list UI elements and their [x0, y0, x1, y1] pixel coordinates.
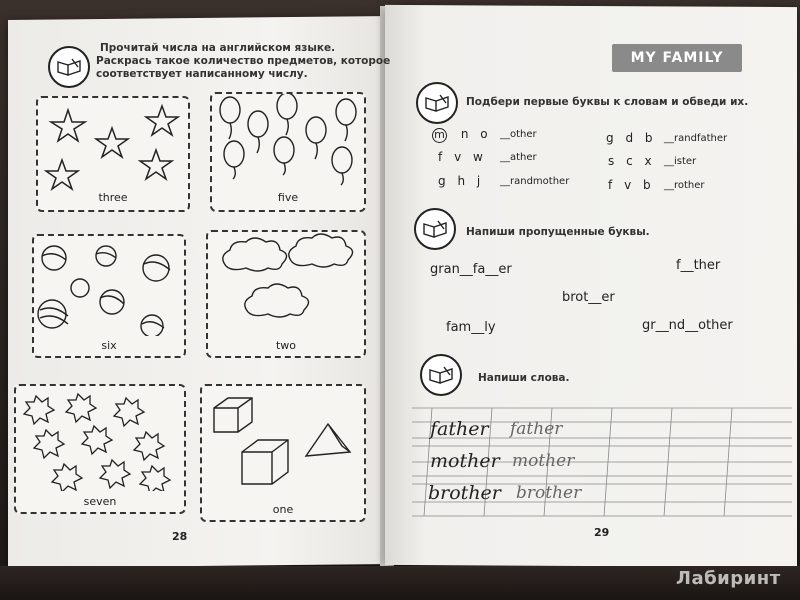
- letter-choices-row5: s c x: [608, 154, 652, 168]
- cloud-icon: [208, 232, 364, 337]
- page-number-right: 29: [594, 526, 610, 539]
- box-label-three: three: [98, 191, 128, 204]
- word-blank-row2: __ather: [500, 152, 537, 163]
- book-icon: [416, 82, 458, 124]
- picture-box-one: [200, 384, 366, 522]
- missing-letters-word5: gr__nd__other: [642, 318, 733, 333]
- missing-letters-word4: fam__ly: [446, 320, 496, 335]
- handwriting-sample-1: father: [430, 418, 489, 440]
- page-number-left: 28: [172, 530, 188, 543]
- left-instruction-1: Прочитай числа на английском языке.: [100, 42, 336, 54]
- task3-instruction: Напиши слова.: [478, 372, 570, 384]
- letter-choices-row1: m n o: [432, 127, 488, 143]
- word-blank-row1: __other: [500, 129, 537, 140]
- letter-choices-row2: f v w: [438, 150, 483, 164]
- missing-letters-word1: gran__fa__er: [430, 262, 512, 277]
- word-blank-row6: __rother: [664, 180, 705, 191]
- letter-choices-row3: g h j: [438, 174, 481, 188]
- letter-choices-row4: g d b: [606, 131, 653, 145]
- picture-box-three: [36, 96, 190, 212]
- box-label-five: five: [277, 191, 299, 204]
- task1-instruction: Подбери первые буквы к словам и обведи их.: [466, 96, 749, 108]
- box-label-seven: seven: [83, 495, 117, 508]
- star-icon: [38, 98, 188, 193]
- circled-letter: m: [432, 128, 447, 143]
- box-label-one: one: [272, 503, 294, 516]
- book-icon: [420, 354, 462, 396]
- handwriting-copy-2: mother: [512, 451, 575, 471]
- word-blank-row4: __randfather: [664, 133, 728, 144]
- left-instruction-2: Раскрась такое количество предметов, которое: [96, 55, 391, 67]
- picture-box-five: [210, 92, 366, 212]
- balloon-icon: [212, 94, 364, 189]
- task2-instruction: Напиши пропущенные буквы.: [466, 226, 650, 238]
- book-icon: [48, 46, 90, 88]
- word-blank-row5: __ister: [664, 156, 697, 167]
- letter-choices-row6: f v b: [608, 178, 651, 192]
- watermark-text: Лабиринт: [676, 568, 781, 589]
- book-icon: [414, 208, 456, 250]
- missing-letters-word3: brot__er: [562, 290, 615, 305]
- handwriting-copy-3: brother: [516, 483, 582, 503]
- missing-letters-word2: f__ther: [676, 258, 721, 273]
- handwriting-sample-2: mother: [430, 450, 500, 472]
- box-label-two: two: [275, 339, 297, 352]
- box-label-six: six: [101, 339, 117, 352]
- section-title: MY FAMILY: [612, 44, 742, 72]
- leaf-icon: [16, 386, 184, 491]
- left-instruction-3: соответствует написанному числу.: [96, 68, 308, 80]
- picture-box-six: [32, 234, 186, 358]
- handwriting-sample-3: brother: [428, 482, 501, 504]
- cube-icon: [202, 386, 364, 498]
- picture-box-seven: [14, 384, 186, 514]
- picture-box-two: [206, 230, 366, 358]
- ball-icon: [34, 236, 184, 336]
- handwriting-copy-1: father: [510, 419, 563, 439]
- word-blank-row3: __randmother: [500, 176, 570, 187]
